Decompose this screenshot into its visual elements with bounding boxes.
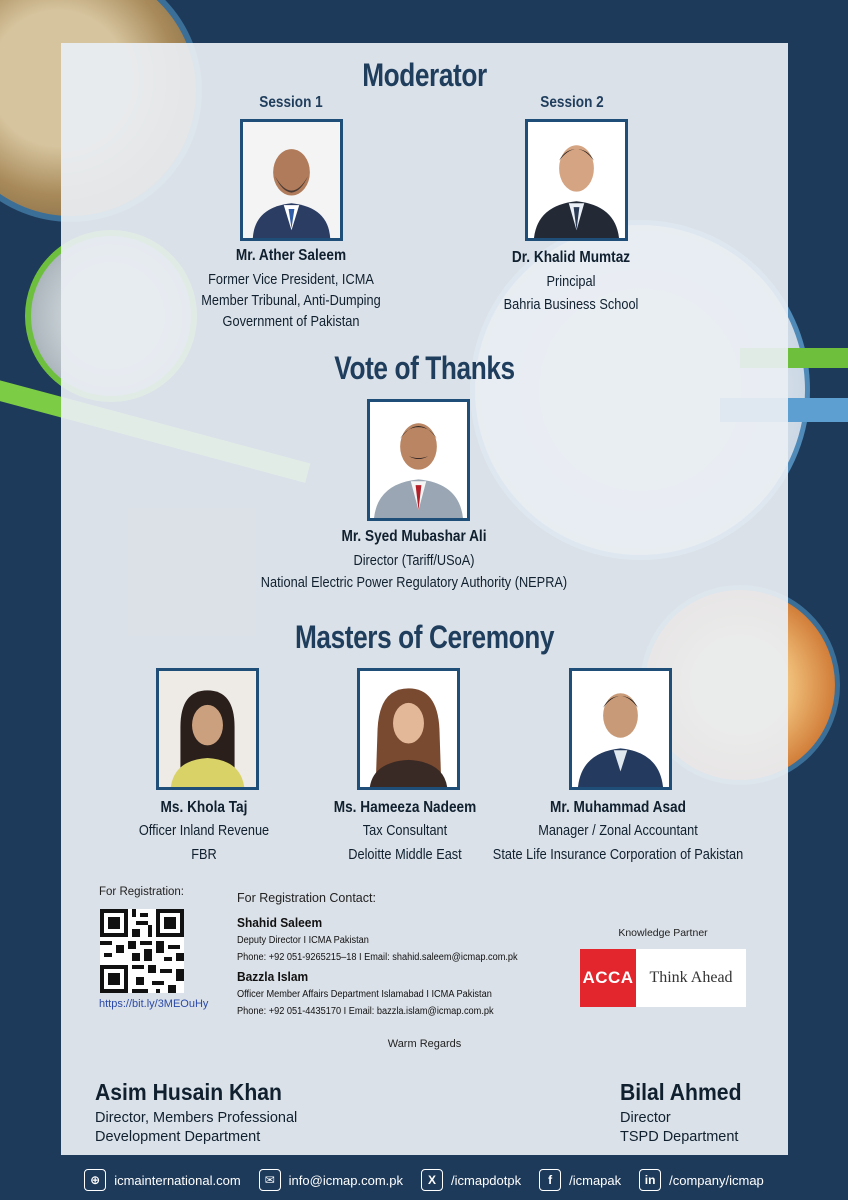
footer-website-text: icmainternational.com bbox=[114, 1172, 241, 1188]
khalid-mumtaz-photo bbox=[525, 119, 628, 241]
hameeza-nadeem-line-2: Deloitte Middle East bbox=[348, 847, 462, 863]
content-panel bbox=[61, 43, 788, 1155]
facebook-icon: f bbox=[539, 1169, 561, 1191]
acca-tagline: Think Ahead bbox=[649, 969, 733, 986]
footer-facebook[interactable] bbox=[539, 1169, 621, 1191]
khalid-mumtaz-line-1: Principal bbox=[546, 274, 596, 290]
ather-saleem-photo bbox=[240, 119, 343, 241]
muhammad-asad-line-1: Manager / Zonal Accountant bbox=[538, 823, 698, 839]
signature-1-name: Asim Husain Khan bbox=[95, 1079, 282, 1105]
mubashar-ali-line-1: Director (Tariff/USoA) bbox=[353, 553, 475, 569]
ather-saleem-line-3: Government of Pakistan bbox=[222, 314, 360, 330]
khola-taj-line-1: Officer Inland Revenue bbox=[138, 823, 270, 839]
person-icon bbox=[528, 122, 625, 238]
person-icon bbox=[370, 402, 467, 518]
knowledge-partner-label: Knowledge Partner bbox=[618, 927, 708, 939]
hameeza-nadeem-line-1: Tax Consultant bbox=[362, 823, 448, 839]
khalid-mumtaz-line-2: Bahria Business School bbox=[503, 297, 639, 313]
contact-1-name: Shahid Saleem bbox=[237, 915, 323, 930]
qr-code-icon bbox=[100, 909, 184, 993]
khalid-mumtaz-name: Dr. Khalid Mumtaz bbox=[511, 249, 631, 266]
registration-link[interactable]: https://bit.ly/3MEOuHy bbox=[99, 998, 209, 1010]
globe-icon: ⊕ bbox=[84, 1169, 106, 1191]
mail-icon: ✉ bbox=[259, 1169, 281, 1191]
signature-1-line-1: Director, Members Professional bbox=[95, 1110, 298, 1126]
linkedin-icon: in bbox=[639, 1169, 661, 1191]
footer-linkedin[interactable] bbox=[639, 1169, 764, 1191]
signature-2-name: Bilal Ahmed bbox=[620, 1079, 742, 1105]
person-icon bbox=[572, 671, 669, 787]
mubashar-ali-name: Mr. Syed Mubashar Ali bbox=[341, 528, 487, 545]
x-icon: X bbox=[421, 1169, 443, 1191]
muhammad-asad-line-2: State Life Insurance Corporation of Pakistan bbox=[492, 847, 744, 863]
vote-of-thanks-heading: Vote of Thanks bbox=[334, 350, 515, 386]
footer-x[interactable] bbox=[421, 1169, 521, 1191]
person-icon bbox=[360, 671, 457, 787]
registration-label: For Registration: bbox=[99, 886, 185, 898]
ather-saleem-line-2: Member Tribunal, Anti-Dumping bbox=[201, 293, 381, 309]
contact-1-title: Deputy Director I ICMA Pakistan bbox=[237, 935, 369, 946]
hameeza-nadeem-name: Ms. Hameeza Nadeem bbox=[333, 799, 477, 816]
footer-linkedin-text: /company/icmap bbox=[669, 1172, 764, 1188]
footer-website[interactable] bbox=[84, 1169, 240, 1191]
contact-1-phone: Phone: +92 051-9265215–18 I Email: shahid.saleem@icmap.com.pk bbox=[237, 952, 518, 963]
mubashar-ali-photo bbox=[367, 399, 470, 521]
registration-qr-code[interactable] bbox=[100, 909, 184, 993]
muhammad-asad-photo bbox=[569, 668, 672, 790]
masters-heading: Masters of Ceremony bbox=[294, 619, 555, 655]
contact-2-title: Officer Member Affairs Department Islamabad I ICMA Pakistan bbox=[237, 989, 492, 1000]
session1-label: Session 1 bbox=[259, 94, 323, 111]
session2-label: Session 2 bbox=[540, 94, 604, 111]
contact-2-phone: Phone: +92 051-4435170 I Email: bazzla.islam@icmap.com.pk bbox=[237, 1006, 494, 1017]
footer-email[interactable] bbox=[259, 1169, 403, 1191]
footer-x-text: /icmapdotpk bbox=[451, 1172, 522, 1188]
signature-1-line-2: Development Department bbox=[95, 1129, 261, 1145]
khola-taj-photo bbox=[156, 668, 259, 790]
khola-taj-line-2: FBR bbox=[191, 847, 217, 863]
footer-email-text: info@icmap.com.pk bbox=[288, 1172, 404, 1188]
footer-facebook-text: /icmapak bbox=[569, 1172, 622, 1188]
muhammad-asad-name: Mr. Muhammad Asad bbox=[550, 799, 686, 816]
khola-taj-name: Ms. Khola Taj bbox=[160, 799, 248, 816]
signature-2-line-1: Director bbox=[620, 1110, 671, 1126]
person-icon bbox=[159, 671, 256, 787]
warm-regards: Warm Regards bbox=[387, 1038, 462, 1050]
mubashar-ali-line-2: National Electric Power Regulatory Authority (NEPRA) bbox=[260, 575, 568, 591]
hameeza-nadeem-photo bbox=[357, 668, 460, 790]
moderator-heading: Moderator bbox=[362, 57, 487, 93]
acca-logo-mark: ACCA bbox=[580, 949, 636, 1007]
acca-logo bbox=[580, 949, 746, 1007]
contact-2-name: Bazzla Islam bbox=[237, 969, 309, 984]
registration-contact-title: For Registration Contact: bbox=[237, 891, 376, 905]
person-icon bbox=[243, 122, 340, 238]
ather-saleem-name: Mr. Ather Saleem bbox=[235, 247, 347, 264]
signature-2-line-2: TSPD Department bbox=[620, 1129, 739, 1145]
footer-bar bbox=[0, 1160, 848, 1200]
ather-saleem-line-1: Former Vice President, ICMA bbox=[208, 272, 374, 288]
